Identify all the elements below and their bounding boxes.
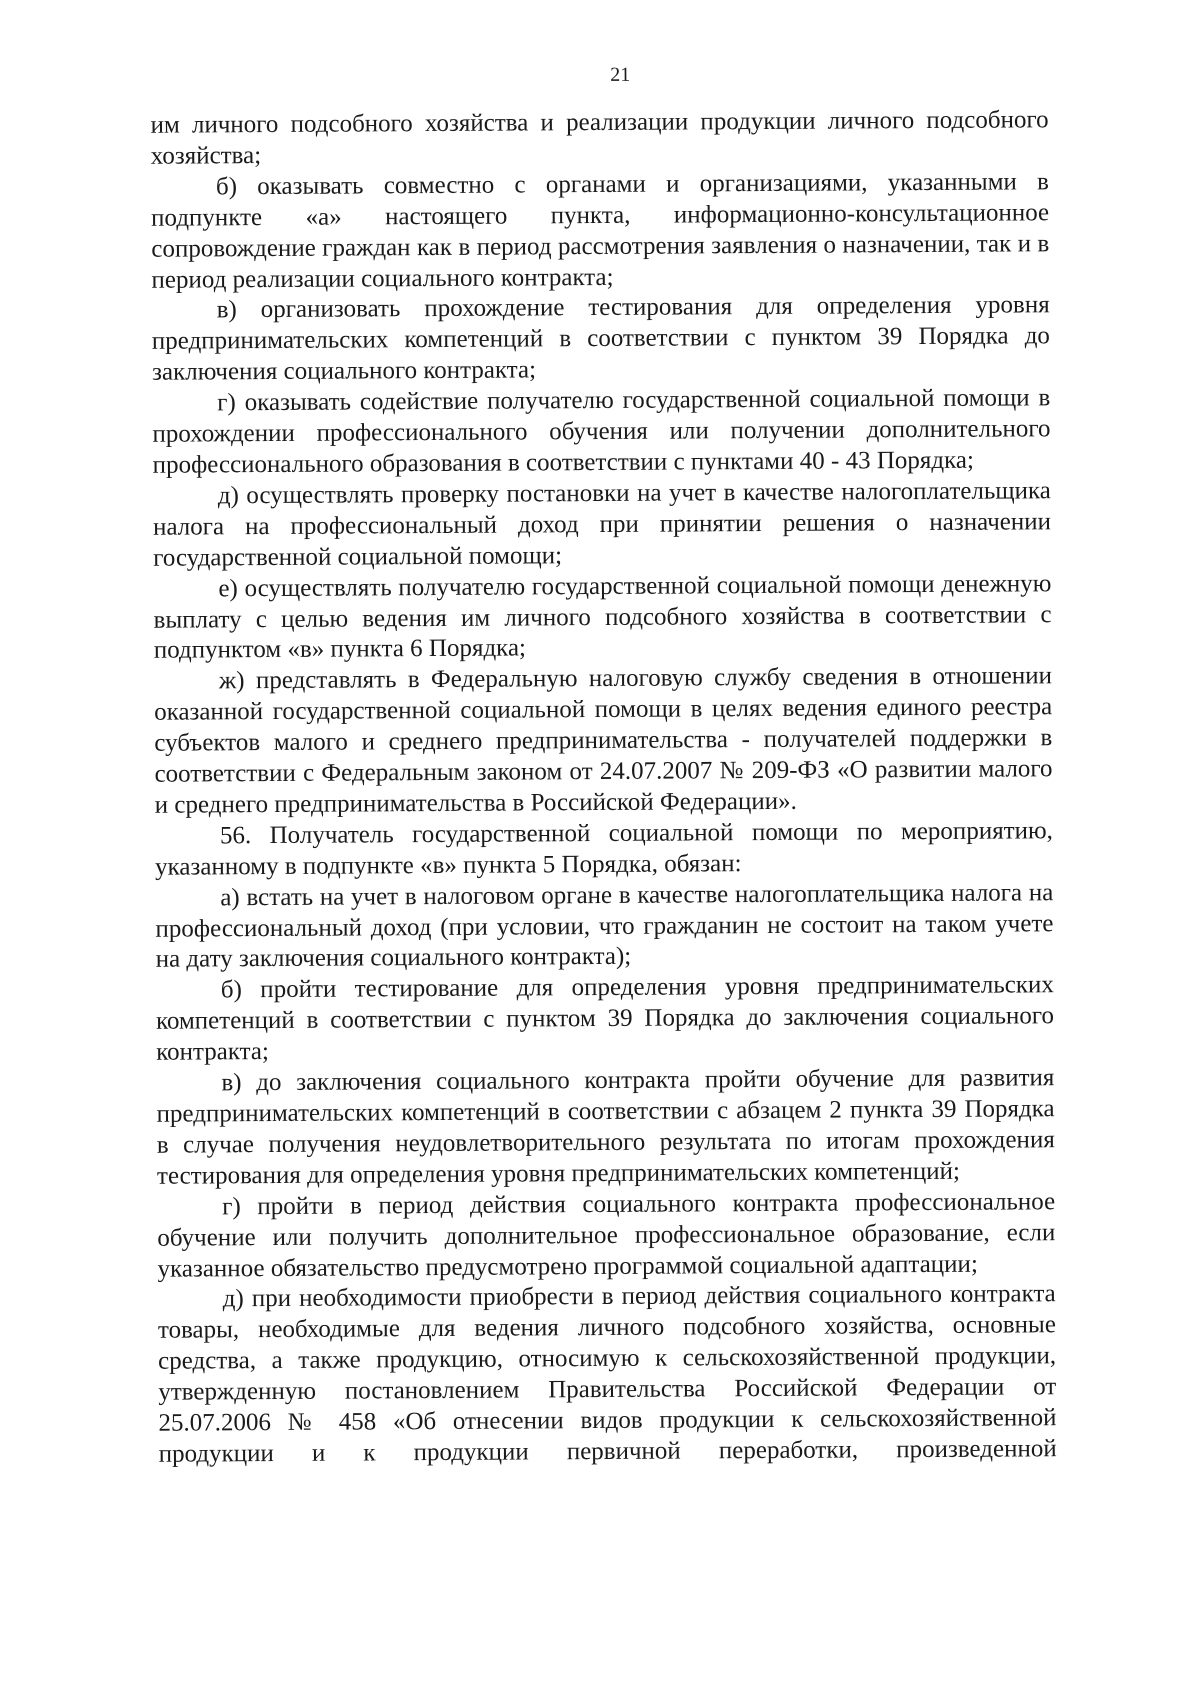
paragraph-56-item-a: а) встать на учет в налоговом органе в качестве налогоплательщика налога на профессиональный доход (при условии, что гражданин не состоит на таком учете на дату заключения социального контракта); — [155, 878, 1054, 974]
paragraph-item-v: в) организовать прохождение тестирования для определения уровня предпринимательских компетенций в соответствии с пунктом 39 Порядка до заключения социального контракта; — [151, 291, 1050, 386]
paragraph-item-zh: ж) представлять в Федеральную налоговую службу сведения в отношении оказанной государственной социальной помощи в целях ведения единого реестра субъектов малого и среднего предпринимательства - получателей поддержки в соответствии с Федеральным законом от 24.07.2007 № 209-ФЗ «О развитии малого и среднего предпринимательства в Российской Федерации». — [154, 662, 1053, 819]
paragraph-56-item-d: д) при необходимости приобрести в период действия социального контракта товары, необходимые для ведения личного подсобного хозяйства, основные средства, а также продукцию, относимую к сельскохозяйственной продукции, утвержденную постановлением Правительства Российской Федерации от 25.07.2006 № 458 «Об отнесении видов продукции к сельскохозяйственной продукции и к продукции первичной переработки, произведенной — [157, 1280, 1057, 1468]
page-number: 21 — [610, 63, 631, 86]
paragraph-item-e: е) осуществлять получателю государственной социальной помощи денежную выплату с целью ведения им личного подсобного хозяйства в соответствии с подпунктом «в» пункта 6 Порядка; — [153, 569, 1052, 665]
paragraph-item-b: б) оказывать совместно с органами и организациями, указанными в подпункте «а» настоящего пункта, информационно-консультационное сопровождение граждан как в период рассмотрения заявления о назначении, так и в период реализации социального контракта; — [151, 168, 1050, 294]
paragraph-continuation: им личного подсобного хозяйства и реализации продукции личного подсобного хозяйства; — [150, 106, 1049, 170]
paragraph-item-g: г) оказывать содействие получателю государственной социальной помощи в прохождении профессионального обучения или получении дополнительного профессионального образования в соответствии с пунктами 40 - 43 Порядка; — [152, 384, 1051, 479]
paragraph-56-item-v: в) до заключения социального контракта пройти обучение для развития предпринимательских компетенций в соответствии с абзацем 2 пункта 39 Порядка в случае получения неудовлетворительного результата по итогам прохождения тестирования для определения уровня предпринимательских компетенций; — [156, 1064, 1055, 1190]
paragraph-clause-56: 56. Получатель государственной социальной помощи по мероприятию, указанному в подпункте «в» пункта 5 Порядка, обязан: — [155, 817, 1053, 881]
paragraph-56-item-b: б) пройти тестирование для определения уровня предпринимательских компетенций в соответствии с пунктом 39 Порядка до заключения социального контракта; — [155, 971, 1055, 1066]
paragraph-56-item-g: г) пройти в период действия социального контракта профессиональное обучение или получить дополнительное профессиональное образование, если указанное обязательство предусмотрено программой социальной адаптации; — [157, 1187, 1056, 1283]
document-body — [150, 105, 1056, 1470]
paragraph-item-d: д) осуществлять проверку постановки на учет в качестве налогоплательщика налога на профессиональный доход при принятии решения о назначении государственной социальной помощи; — [152, 477, 1052, 572]
